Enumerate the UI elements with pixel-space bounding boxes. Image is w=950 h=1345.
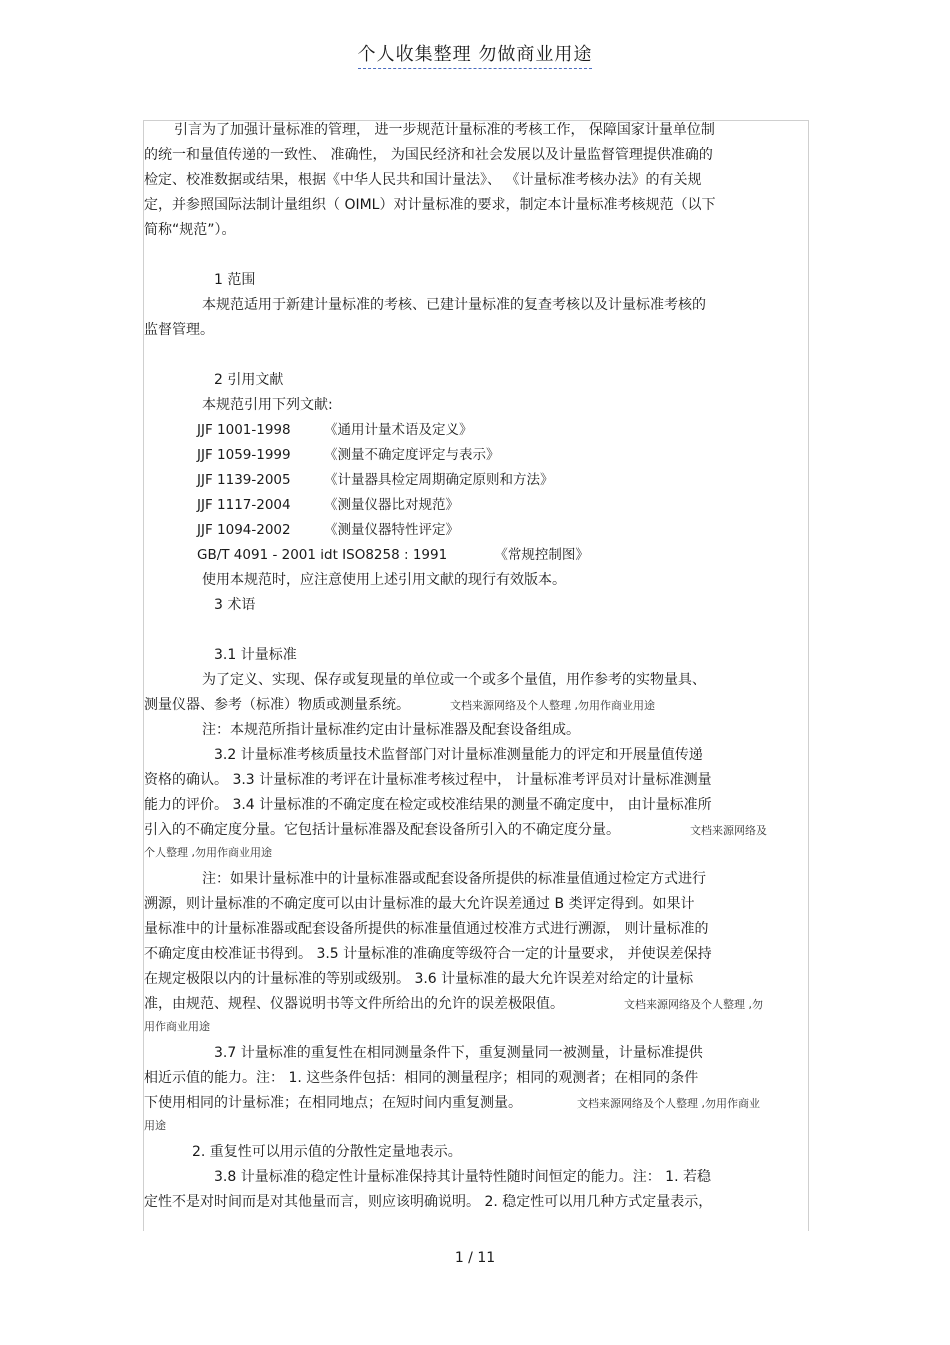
source-note: 用途: [144, 1119, 166, 1132]
references-lead: 本规范引用下列文献:: [202, 397, 333, 413]
term-text: 3.2 计量标准考核质量技术监督部门对计量标准测量能力的评定和开展量值传递: [214, 747, 703, 763]
term-note: 注：本规范所指计量标准约定由计量标准器及配套设备组成。: [202, 722, 580, 738]
section-heading-scope: 1 范围: [214, 272, 256, 288]
reference-item: JJF 1094-2002 《测量仪器特性评定》: [197, 522, 459, 538]
intro-line: 检定、校准数据或结果，根据《中华人民共和国计量法》、 《计量标准考核办法》的有关规: [144, 172, 702, 188]
term-text: 相近示值的能力。注： 1. 这些条件包括：相同的测量程序；相同的观测者；在相同的条件: [144, 1070, 699, 1086]
header-title: 个人收集整理 勿做商业用途: [358, 44, 593, 69]
intro-line: 定，并参照国际法制计量组织（ OIML）对计量标准的要求，制定本计量标准考核规范（以下: [144, 197, 716, 213]
section-heading-terms: 3 术语: [214, 597, 256, 613]
term-text: 引入的不确定度分量。它包括计量标准器及配套设备所引入的不确定度分量。 文档来源网络及: [144, 822, 767, 838]
intro-line: 引言为了加强计量标准的管理， 进一步规范计量标准的考核工作， 保障国家计量单位制: [174, 122, 715, 138]
term-text: 在规定极限以内的计量标准的等别或级别。 3.6 计量标准的最大允许误差对给定的计量标: [144, 971, 694, 987]
reference-item-gb: GB/T 4091 - 2001 idt ISO8258 : 1991 《常规控制图》: [197, 547, 589, 563]
reference-item: JJF 1001-1998 《通用计量术语及定义》: [197, 422, 473, 438]
page-number: 1 / 11: [454, 1250, 496, 1266]
source-note: 文档来源网络及个人整理 ,勿用作商业用途: [450, 699, 655, 712]
section-heading-references: 2 引用文献: [214, 372, 284, 388]
scope-text: 本规范适用于新建计量标准的考核、已建计量标准的复查考核以及计量标准考核的: [202, 297, 706, 313]
reference-item: JJF 1059-1999 《测量不确定度评定与表示》: [197, 447, 500, 463]
term-text: 3.7 计量标准的重复性在相同测量条件下，重复测量同一被测量，计量标准提供: [214, 1045, 703, 1061]
reference-item: JJF 1139-2005 《计量器具检定周期确定原则和方法》: [197, 472, 554, 488]
term-text: 定性不是对时间而是对其他量而言，则应该明确说明。 2. 稳定性可以用几种方式定量表示，: [144, 1194, 713, 1210]
term-text: 不确定度由校准证书得到。 3.5 计量标准的准确度等级符合一定的计量要求， 并使误差保持: [144, 946, 712, 962]
term-text: 2. 重复性可以用示值的分散性定量地表示。: [192, 1144, 462, 1160]
term-note: 注：如果计量标准中的计量标准器或配套设备所提供的标准量值通过检定方式进行: [202, 871, 706, 887]
term-text: 溯源，则计量标准的不确定度可以由计量标准的最大允许误差通过 B 类评定得到。如果计: [144, 896, 695, 912]
document-body: [144, 118, 804, 1215]
scope-text: 监督管理。: [144, 322, 214, 338]
source-note: 文档来源网络及: [690, 824, 767, 837]
source-note: 文档来源网络及个人整理 ,勿用作商业: [577, 1097, 760, 1110]
intro-line: 的统一和量值传递的一致性、 准确性， 为国民经济和社会发展以及计量监督管理提供准确的: [144, 147, 713, 163]
term-text: 下使用相同的计量标准；在相同地点；在短时间内重复测量。 文档来源网络及个人整理 ,勿用作商业: [144, 1095, 760, 1111]
term-text: 测量仪器、参考（标准）物质或测量系统。 文档来源网络及个人整理 ,勿用作商业用途: [144, 697, 655, 713]
source-note: 文档来源网络及个人整理 ,勿: [624, 998, 763, 1011]
term-text: 能力的评价。 3.4 计量标准的不确定度在检定或校准结果的测量不确定度中， 由计量标准所: [144, 797, 712, 813]
reference-item: JJF 1117-2004 《测量仪器比对规范》: [197, 497, 459, 513]
source-note: 用作商业用途: [144, 1020, 210, 1033]
term-text: 为了定义、实现、保存或复现量的单位或一个或多个量值，用作参考的实物量具、: [202, 672, 706, 688]
term-text: 3.8 计量标准的稳定性计量标准保持其计量特性随时间恒定的能力。注： 1. 若稳: [214, 1169, 711, 1185]
term-text: 资格的确认。 3.3 计量标准的考评在计量标准考核过程中， 计量标准考评员对计量标准测量: [144, 772, 712, 788]
intro-line: 简称“规范”）。: [144, 222, 236, 238]
term-heading: 3.1 计量标准: [214, 647, 297, 663]
references-after: 使用本规范时，应注意使用上述引用文献的现行有效版本。: [202, 572, 566, 588]
term-text: 准，由规范、规程、仪器说明书等文件所给出的允许的误差极限值。 文档来源网络及个人整理 ,勿: [144, 996, 763, 1012]
page-header: [0, 40, 950, 66]
source-note: 个人整理 ,勿用作商业用途: [144, 846, 272, 859]
term-text: 量标准中的计量标准器或配套设备所提供的标准量值通过校准方式进行溯源， 则计量标准的: [144, 921, 709, 937]
